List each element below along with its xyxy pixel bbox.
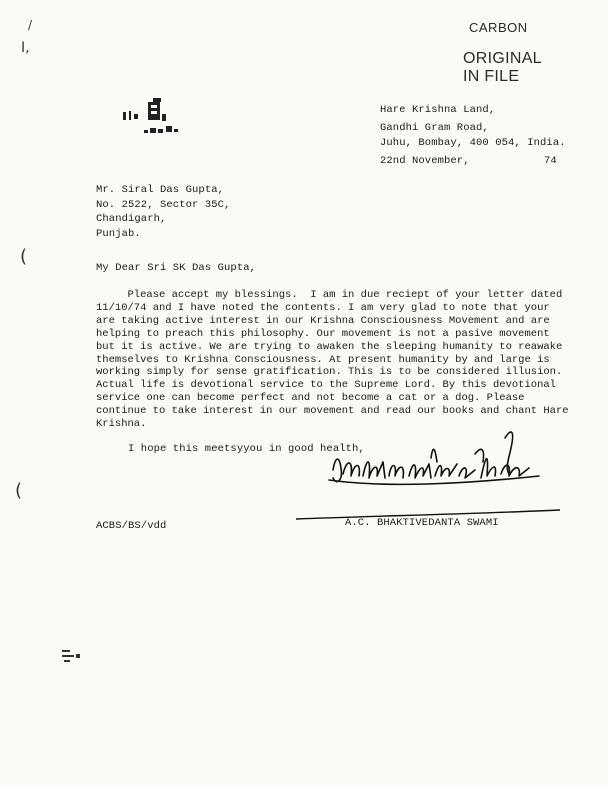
recipient-street: No. 2522, Sector 35C, (96, 199, 231, 211)
body-line: themselves to Krishna Consciousness. At present humanity by and large is (96, 353, 550, 366)
archive-stamp-smudge-icon (118, 92, 188, 150)
original-in-file-stamp-line2: IN FILE (463, 68, 520, 85)
punch-hole-mark-upper-icon: ( (20, 246, 28, 267)
recipient-city: Chandigarh, (96, 213, 167, 225)
handwritten-signature-icon (325, 418, 555, 518)
stray-mark-bottom-icon (60, 646, 90, 666)
letter-year: 74 (544, 155, 557, 167)
body-line: Please accept my blessings. I am in due reciept of your letter dated (96, 289, 563, 301)
original-in-file-stamp-line1: ORIGINAL (463, 50, 542, 67)
body-line: Actual life is devotional service to the Supreme Lord. By this devotional (96, 379, 556, 392)
letter-date: 22nd November, (380, 155, 470, 167)
body-line: but it is active. We are trying to awaken the sleeping humanity to reawake (96, 340, 563, 353)
sender-address-line1: Hare Krishna Land, (380, 104, 496, 116)
letter-body (96, 289, 576, 431)
reference-initials: ACBS/BS/vdd (96, 520, 167, 532)
body-line: 11/10/74 and I have noted the contents. I am very glad to note that your (96, 301, 550, 314)
body-line: are taking active interest in our Krishna Consciousness Movement and are (96, 314, 550, 327)
margin-mark-hole-top-icon: I, (21, 40, 30, 56)
body-line: working simply for sense gratification. This is to be considered illusion. (96, 366, 563, 379)
body-line: continue to take interest in our movement and read our books and chant Hare (96, 405, 569, 418)
recipient-name: Mr. Siral Das Gupta, (96, 184, 225, 196)
closing-line: I hope this meetsyyou in good health, (128, 443, 365, 455)
body-line: service one can become perfect and not become a cat or a dog. Please (96, 392, 525, 405)
recipient-state: Punjab. (96, 228, 141, 240)
signatory-name: A.C. BHAKTIVEDANTA SWAMI (345, 517, 499, 529)
body-line: helping to preach this philosophy. Our movement is not a pasive movement (96, 327, 550, 340)
salutation: My Dear Sri SK Das Gupta, (96, 262, 257, 274)
carbon-stamp: CARBON (469, 20, 528, 35)
sender-address-line2: Gandhi Gram Road, (380, 122, 489, 134)
body-line: Krishna. (96, 418, 147, 431)
margin-mark-tick-icon: / (28, 18, 33, 32)
punch-hole-mark-lower-icon: ( (15, 480, 23, 501)
sender-address-line3: Juhu, Bombay, 400 054, India. (380, 137, 566, 149)
